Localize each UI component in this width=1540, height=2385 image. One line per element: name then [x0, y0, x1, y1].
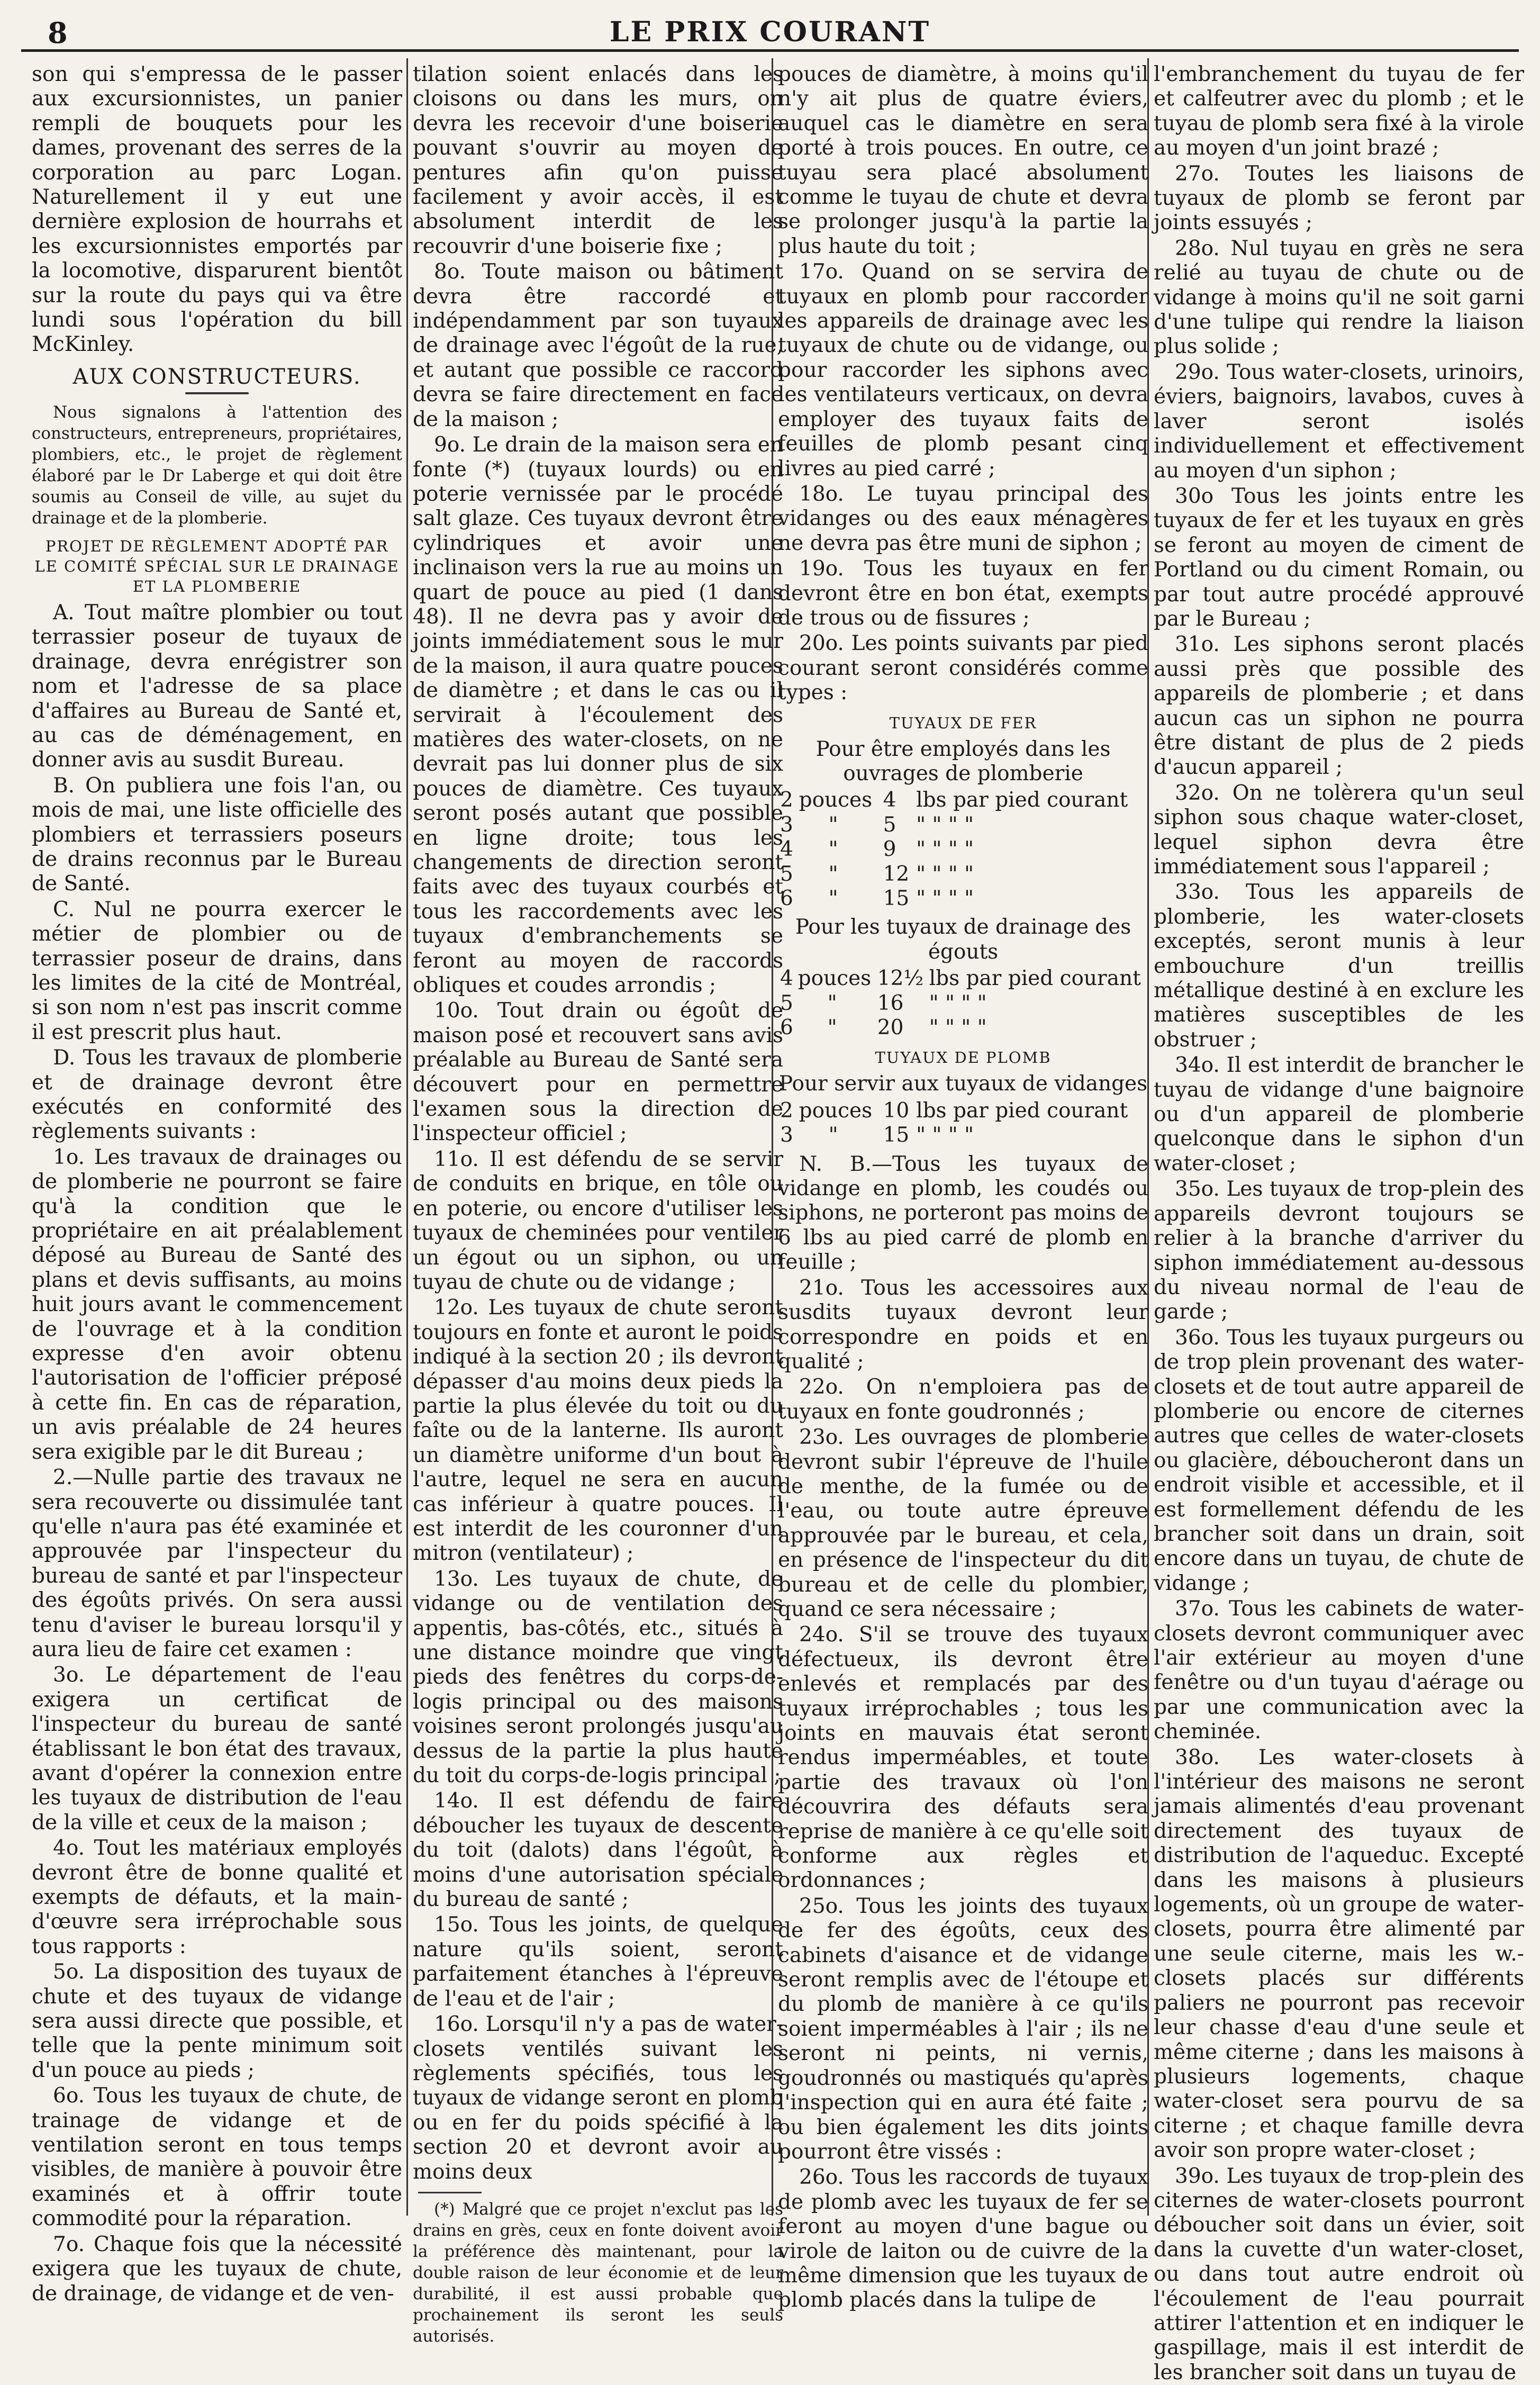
- page-number: 8: [48, 16, 68, 50]
- table-cell: 4: [780, 966, 793, 991]
- table-cell: 4: [883, 788, 896, 812]
- column-1: [32, 62, 402, 2306]
- paragraph: son qui s'empressa de le passer aux excursionnistes, un panier rempli de bouquets pour les dames, provenant des serres de la corporation au parc Logan. Naturellement il y eut une dernière explosion de hourrahs et les excursionnistes emportés par la locomotive, disparurent bientôt sur la route du pays qui va être lundi sous l'opération du bill McKinley.: [32, 62, 402, 357]
- paragraph: 14o. Il est défendu de faire déboucher les tuyaux de descente du toit (dalots) dans l'égoût, à moins d'une autorisation spéciale du bureau de santé ;: [413, 1789, 783, 1912]
- paragraph: tilation soient enlacés dans les cloisons ou dans les murs, on devra les recevoir d'une boiserie pouvant s'ouvrir au moyen de pentures afin qu'on puisse facilement y avoir accès, il est absolument interdit de les recouvrir d'une boiserie fixe ;: [413, 62, 783, 258]
- paragraph: B. On publiera une fois l'an, ou mois de mai, une liste officielle des plombiers et terrassiers poseurs de drains reconnus par le Bureau de Santé.: [32, 773, 402, 896]
- column-2: [413, 62, 783, 2346]
- table-row: [778, 1099, 1148, 1123]
- table-heading-iron: TUYAUX DE FER: [889, 713, 1037, 732]
- table-cell: ": [827, 1016, 837, 1040]
- paragraph: 1o. Les travaux de drainages ou de plomberie ne pourront se faire qu'à la condition que le propriétaire en ait préalablement déposé au Bureau de Santé des plans et devis suffisants, au moins huit jours avant le commencement de l'ouvrage et à la condition expresse d'en avoir obtenu l'autorisation de l'officier préposé à cette fin. En cas de réparation, un avis préalable de 24 heures sera exigible par le dit Bureau ;: [32, 1145, 402, 1464]
- page-header: [21, 10, 1519, 52]
- paragraph: 12o. Les tuyaux de chute seront toujours en fonte et auront le poids indiqué à la section 20 ; ils devront dépasser d'au moins deux pieds la partie la plus élevée du toit ou du faîte ou de la lanterne. Ils auront un diamètre uniforme d'un bout à l'autre, lequel ne sera en aucun cas inférieur à quatre pouces. Il est interdit de les couronner d'un mitron (ventilateur) ;: [413, 1296, 783, 1566]
- paragraph: 15o. Tous les joints, de quelque nature qu'ils soient, seront parfaitement étanches à l'épreuve de l'eau et de l'air ;: [413, 1913, 783, 2011]
- table-cell: " " " ": [916, 862, 974, 886]
- paragraph: 2.—Nulle partie des travaux ne sera recouverte ou dissimulée tant qu'elle n'aura pas été examinée et approuvée par l'inspecteur du bureau de santé et par l'inspecteur des égoûts privés. On sera aussi tenu d'aviser le bureau lorsqu'il y aura lieu de faire cet examen :: [32, 1466, 402, 1661]
- paragraph: 3o. Le département de l'eau exigera un certificat de l'inspecteur du bureau de santé établissant le bon état des travaux, avant d'opérer la connexion entre les tuyaux de distribution de l'eau de la ville et ceux de la maison ;: [32, 1663, 402, 1835]
- table-cell: pouces: [799, 1098, 873, 1123]
- subtitle: PROJET DE RÈGLEMENT ADOPTÉ PAR LE COMITÉ SPÉCIAL SUR LE DRAINAGE ET LA PLOMBERIE: [34, 537, 400, 595]
- paragraph: 35o. Les tuyaux de trop-plein des appareils devront toujours se relier à la branche d'arriver du siphon immédiatement au-dessous du niveau normal de l'eau de garde ;: [1154, 1177, 1524, 1324]
- paragraph: 37o. Tous les cabinets de water-closets devront communiquer avec l'air extérieur au moyen d'une fenêtre ou d'un tuyau d'aérage ou par une communication avec la cheminée.: [1154, 1597, 1524, 1744]
- paragraph: 6o. Tous les tuyaux de chute, de trainage de vidange et de ventilation seront en tous temps visibles, de manière à pouvoir être examinés et à offrir toute commodité pour la réparation.: [32, 2084, 402, 2231]
- table-row: [778, 837, 1148, 862]
- table-cell: 5: [780, 862, 793, 886]
- table-cell: lbs par pied courant: [916, 1098, 1128, 1123]
- table-cell: " " " ": [916, 837, 974, 862]
- paragraph: 26o. Tous les raccords de tuyaux de plomb avec les tuyaux de fer se feront au moyen d'une bague ou virole de laiton ou de cuivre de la même dimension que les tuyaux de plomb placés dans la tulipe de: [778, 2165, 1148, 2312]
- iron-pipe-table: [778, 788, 1148, 911]
- masthead-title: LE PRIX COURANT: [609, 16, 931, 48]
- paragraph: 8o. Toute maison ou bâtiment devra être raccordé et indépendamment par son tuyaux de drainage avec l'égoût de la rue, et autant que possible ce raccord devra se faire directement en face de la maison ;: [413, 260, 783, 431]
- column-4: [1154, 62, 1524, 2384]
- table-cell: 2: [780, 788, 793, 812]
- table-row: [778, 862, 1148, 887]
- table-cell: ": [827, 991, 837, 1015]
- table-cell: 5: [780, 991, 793, 1015]
- paragraph: 29o. Tous water-closets, urinoirs, éviers, baignoirs, lavabos, cuves à laver seront isolés individuellement et effectivement au moyen d'un siphon ;: [1154, 360, 1524, 483]
- table-cell: lbs par pied courant: [929, 966, 1141, 991]
- paragraph: 7o. Chaque fois que la nécessité exigera que les tuyaux de chute, de drainage, de vidange et de ven-: [32, 2232, 402, 2306]
- column-rule: [406, 58, 408, 2216]
- paragraph: C. Nul ne pourra exercer le métier de plombier ou de terrassier poseur de drains, dans les limites de la cité de Montréal, si son nom n'est pas inscrit comme il est prescrit plus haut.: [32, 897, 402, 1044]
- table-cell: 3: [780, 812, 793, 837]
- paragraph: 36o. Tous les tuyaux purgeurs ou de trop plein provenant des water-closets et de tout autre appareil de plomberie ou encore de citernes autres que celles de water-closets ou glacière, déboucheront dans un endroit visible et accessible, et il est formellement défendu de les brancher soit dans un drain, soit encore dans un tuyau, de chute de vidange ;: [1154, 1325, 1524, 1595]
- table-cell: ": [828, 1123, 838, 1148]
- paragraph: 10o. Tout drain ou égoût de maison posé et recouvert sans avis préalable au Bureau de Santé sera découvert pour en permettre l'examen sous la direction de l'inspecteur officiel ;: [413, 999, 783, 1146]
- paragraph: 22o. On n'emploiera pas de tuyaux en fonte goudronnés ;: [778, 1375, 1148, 1424]
- table-cell: 12: [883, 862, 910, 886]
- paragraph: 9o. Le drain de la maison sera en fonte (*) (tuyaux lourds) ou en poterie vernissée par le procédé salt glaze. Ces tuyaux devront être cylindriques et avoir une inclinaison vers la rue au moins un quart de pouce au pied (1 dans 48). Il ne devra pas y avoir de joints immédiatement sous le mur de la maison, il aura quatre pouces de diamètre ; et dans le cas ou il servirait à l'écoulement des matières des water-closets, on ne devrait pas lui donner plus de six pouces de diamètre. Ces tuyaux seront posés autant que possible en ligne droite; tous les changements de direction seront faits avec des tuyaux courbés et tous les raccordements avec les tuyaux d'embranchements se feront au moyen de raccords obliques et coudes arrondis ;: [413, 433, 783, 998]
- paragraph: pouces de diamètre, à moins qu'il n'y ait plus de quatre éviers, auquel cas le diamètre en sera porté à trois pouces. En outre, ce tuyau sera placé absolument comme le tuyau de chute et devra se prolonger jusqu'à la partie la plus haute du toit ;: [778, 62, 1148, 258]
- paragraph: 5o. La disposition des tuyaux de chute et des tuyaux de vidange sera aussi directe que possible, et telle que la pente minimum soit d'un pouce au pieds ;: [32, 1960, 402, 2082]
- drain-pipe-table: [778, 966, 1148, 1040]
- table-cell: 4: [780, 837, 793, 862]
- table-cell: " " " ": [929, 991, 987, 1015]
- table-cell: ": [828, 862, 838, 886]
- table-cell: 5: [883, 812, 896, 837]
- table-cell: 3: [780, 1123, 793, 1148]
- table-cell: pouces: [799, 788, 873, 812]
- table-row: [778, 813, 1148, 837]
- table-cell: " " " ": [916, 887, 974, 910]
- paragraph: 31o. Les siphons seront placés aussi près que possible des appareils de plomberie ; et dans aucun cas un siphon ne pourra être distant de plus de 2 pieds d'aucun appareil ;: [1154, 633, 1524, 780]
- lead-pipe-table: [778, 1099, 1148, 1148]
- table-row: [778, 1123, 1148, 1148]
- footnote: (*) Malgré que ce projet n'exclut pas les drains en grès, ceux en fonte doivent avoir la préférence dès maintenant, pour la double raison de leur économie et de leur durabilité, il est aussi probable que prochainement ils seront les seuls autorisés.: [413, 2199, 783, 2346]
- paragraph: 25o. Tous les joints des tuyaux de fer des égoûts, ceux des cabinets d'aisance et de vidange seront remplis avec de l'étoupe et du plomb de manière à ce qu'ils soient imperméables à l'air ; ils ne seront ni peints, ni vernis, goudronnés ou mastiqués qu'après l'inspection qui en aura été faite ; ou bien également les dits joints pourront être vissés :: [778, 1894, 1148, 2164]
- column-3: [778, 62, 1148, 2312]
- paragraph: N. B.—Tous les tuyaux de vidange en plomb, les coudés ou siphons, ne porteront pas moins de 6 lbs au pied carré de plomb en feuille ;: [778, 1152, 1148, 1275]
- paragraph: 17o. Quand on se servira de tuyaux en plomb pour raccorder les appareils de drainage avec les tuyaux de chute ou de vidange, ou pour raccorder les siphons avec les ventilateurs verticaux, on devra employer des tuyaux faits de feuilles de plomb pesant cinq livres au pied carré ;: [778, 260, 1148, 481]
- paragraph: 21o. Tous les accessoires aux susdits tuyaux devront leur correspondre en poids et en qualité ;: [778, 1276, 1148, 1374]
- table-cell: 16: [877, 991, 904, 1015]
- paragraph: 30o Tous les joints entre les tuyaux de fer et les tuyaux en grès se feront au moyen de ciment de Portland ou du ciment Romain, ou par tout autre procédé approuvé par le Bureau ;: [1154, 484, 1524, 631]
- table-cell: ": [828, 887, 838, 910]
- paragraph: 39o. Les tuyaux de trop-plein des citernes de water-closets pourront déboucher soit dans un évier, soit dans la cuvette d'un water-closet, ou dans tout autre endroit où l'écoulement de l'eau pourrait attirer l'attention et en indiquer le gaspillage, mais il est interdit de les brancher soit dans un tuyau de: [1154, 2164, 1524, 2384]
- paragraph: 11o. Il est défendu de se servir de conduits en brique, en tôle ou en poterie, ou encore d'utiliser les tuyaux de cheminées pour ventiler un égout ou un siphon, ou un tuyau de chute ou de vidange ;: [413, 1147, 783, 1294]
- table-cell: ": [828, 837, 838, 862]
- table-row: [778, 966, 1148, 991]
- table-row: [778, 1016, 1148, 1040]
- table-row: [778, 887, 1148, 911]
- table-cell: lbs par pied courant: [916, 788, 1128, 812]
- paragraph: l'embranchement du tuyau de fer et calfeutrer avec du plomb ; et le tuyau de plomb sera fixé à la virole au moyen d'un joint brazé ;: [1154, 62, 1524, 160]
- paragraph: 16o. Lorsqu'il n'y a pas de water-closets ventilés suivant les règlements spécifiés, tous les tuyaux de vidange seront en plomb ou en fer du poids spécifié à la section 20 et devront avoir au moins deux: [413, 2012, 783, 2184]
- paragraph: D. Tous les travaux de plomberie et de drainage devront être exécutés en conformité des règlements suivants :: [32, 1046, 402, 1144]
- paragraph: 19o. Tous les tuyaux en fer devront être en bon état, exempts de trous ou de fissures ;: [778, 557, 1148, 630]
- paragraph: 33o. Tous les appareils de plomberie, les water-closets exceptés, seront munis à leur embouchure d'un treillis métallique destiné à en exclure les matières susceptibles de les obstruer ;: [1154, 880, 1524, 1052]
- footnote-rule: [418, 2192, 482, 2193]
- table-cell: 20: [877, 1016, 904, 1040]
- table-cell: 15: [883, 1123, 910, 1148]
- paragraph: 28o. Nul tuyau en grès ne sera relié au tuyau de chute ou de vidange à moins qu'il ne soit garni d'une tulipe qui rendre la liaison plus solide ;: [1154, 236, 1524, 359]
- table-cell: pouces: [798, 966, 872, 991]
- table-heading-lead: TUYAUX DE PLOMB: [875, 1049, 1052, 1067]
- paragraph: 24o. S'il se trouve des tuyaux défectueux, ils devront être enlevés et remplacés par des tuyaux irréprochables ; tous les joints en mauvais état seront rendus imperméables, et toute partie des travaux où l'on découvrira des défauts sera reprise de manière à ce qu'elle soit conforme aux règles et ordonnances ;: [778, 1623, 1148, 1893]
- paragraph: 18o. Le tuyau principal des vidanges ou des eaux ménagères ne devra pas être muni de siphon ;: [778, 482, 1148, 555]
- paragraph: 34o. Il est interdit de brancher le tuyau de vidange d'une baignoire ou d'un appareil de plomberie quelconque dans le siphon d'un water-closet ;: [1154, 1053, 1524, 1176]
- paragraph: 27o. Toutes les liaisons de tuyaux de plomb se feront par joints essuyés ;: [1154, 161, 1524, 235]
- paragraph: 32o. On ne tolèrera qu'un seul siphon sous chaque water-closet, lequel siphon devra être immédiatement sous l'appareil ;: [1154, 781, 1524, 879]
- table-cell: " " " ": [916, 1123, 974, 1148]
- table-cell: 12½: [877, 966, 924, 991]
- table-cell: 2: [780, 1098, 793, 1123]
- table-description: Pour les tuyaux de drainage des égouts: [795, 915, 1131, 964]
- paragraph: 23o. Les ouvrages de plomberie devront subir l'épreuve de l'huile de menthe, de la fumée ou de l'eau, ou toute autre épreuve approuvée par le bureau, et cela, en présence de l'inspecteur du dit bureau et de celle du plombier, quand ce sera nécessaire ;: [778, 1425, 1148, 1621]
- ornament-divider: [185, 392, 249, 394]
- table-cell: 9: [883, 837, 896, 862]
- section-title: AUX CONSTRUCTEURS.: [73, 364, 361, 389]
- table-cell: 15: [883, 887, 910, 910]
- table-cell: " " " ": [929, 1016, 987, 1040]
- intro-paragraph: Nous signalons à l'attention des constructeurs, entrepreneurs, propriétaires, plombiers, etc., le projet de règlement élaboré par le Dr Laberge et qui doit être soumis au Conseil de ville, au sujet du drainage et de la plomberie.: [32, 402, 402, 528]
- paragraph: 13o. Les tuyaux de chute, de vidange ou de ventilation des appentis, bas-côtés, etc., situés à une distance moindre que vingt pieds des fenêtres du corps-de-logis principal ou des maisons voisines seront prolongés jusqu'au dessus de la partie la plus haute du toit du corps-de-logis principal ;: [413, 1567, 783, 1788]
- table-row: [778, 788, 1148, 812]
- table-cell: " " " ": [916, 812, 974, 837]
- paragraph: 38o. Les water-closets à l'intérieur des maisons ne seront jamais alimentés d'eau provenant directement des tuyaux de distribution de l'aqueduc. Excepté dans les maisons à plusieurs logements, où un groupe de water-closets, pourra être alimenté par une seule citerne, mais les w.-closets placés sur différents paliers ne pourront pas recevoir leur chasse d'eau d'une seule et même citerne ; dans les maisons à plusieurs logements, chaque water-closet sera pourvu de sa citerne ; et chaque famille devra avoir son propre water-closet ;: [1154, 1745, 1524, 2163]
- table-row: [778, 991, 1148, 1016]
- table-cell: 6: [780, 1016, 793, 1040]
- paragraph: A. Tout maître plombier ou tout terrassier poseur de tuyaux de drainage, devra enrégistrer son nom et l'adresse de sa place d'affaires au Bureau de Santé et, au cas de déménagement, en donner avis au susdit Bureau.: [32, 600, 402, 772]
- table-cell: 6: [780, 887, 793, 910]
- table-cell: 10: [883, 1098, 910, 1123]
- table-description: Pour être employés dans les ouvrages de plomberie: [816, 737, 1111, 785]
- paragraph: 4o. Tout les matériaux employés devront être de bonne qualité et exempts de défauts, et la main-d'œuvre sera irréprochable sous tous rapports :: [32, 1836, 402, 1958]
- paragraph: 20o. Les points suivants par pied courant seront considérés comme types :: [778, 631, 1148, 705]
- table-cell: ": [828, 812, 838, 837]
- table-description: Pour servir aux tuyaux de vidanges: [778, 1072, 1148, 1096]
